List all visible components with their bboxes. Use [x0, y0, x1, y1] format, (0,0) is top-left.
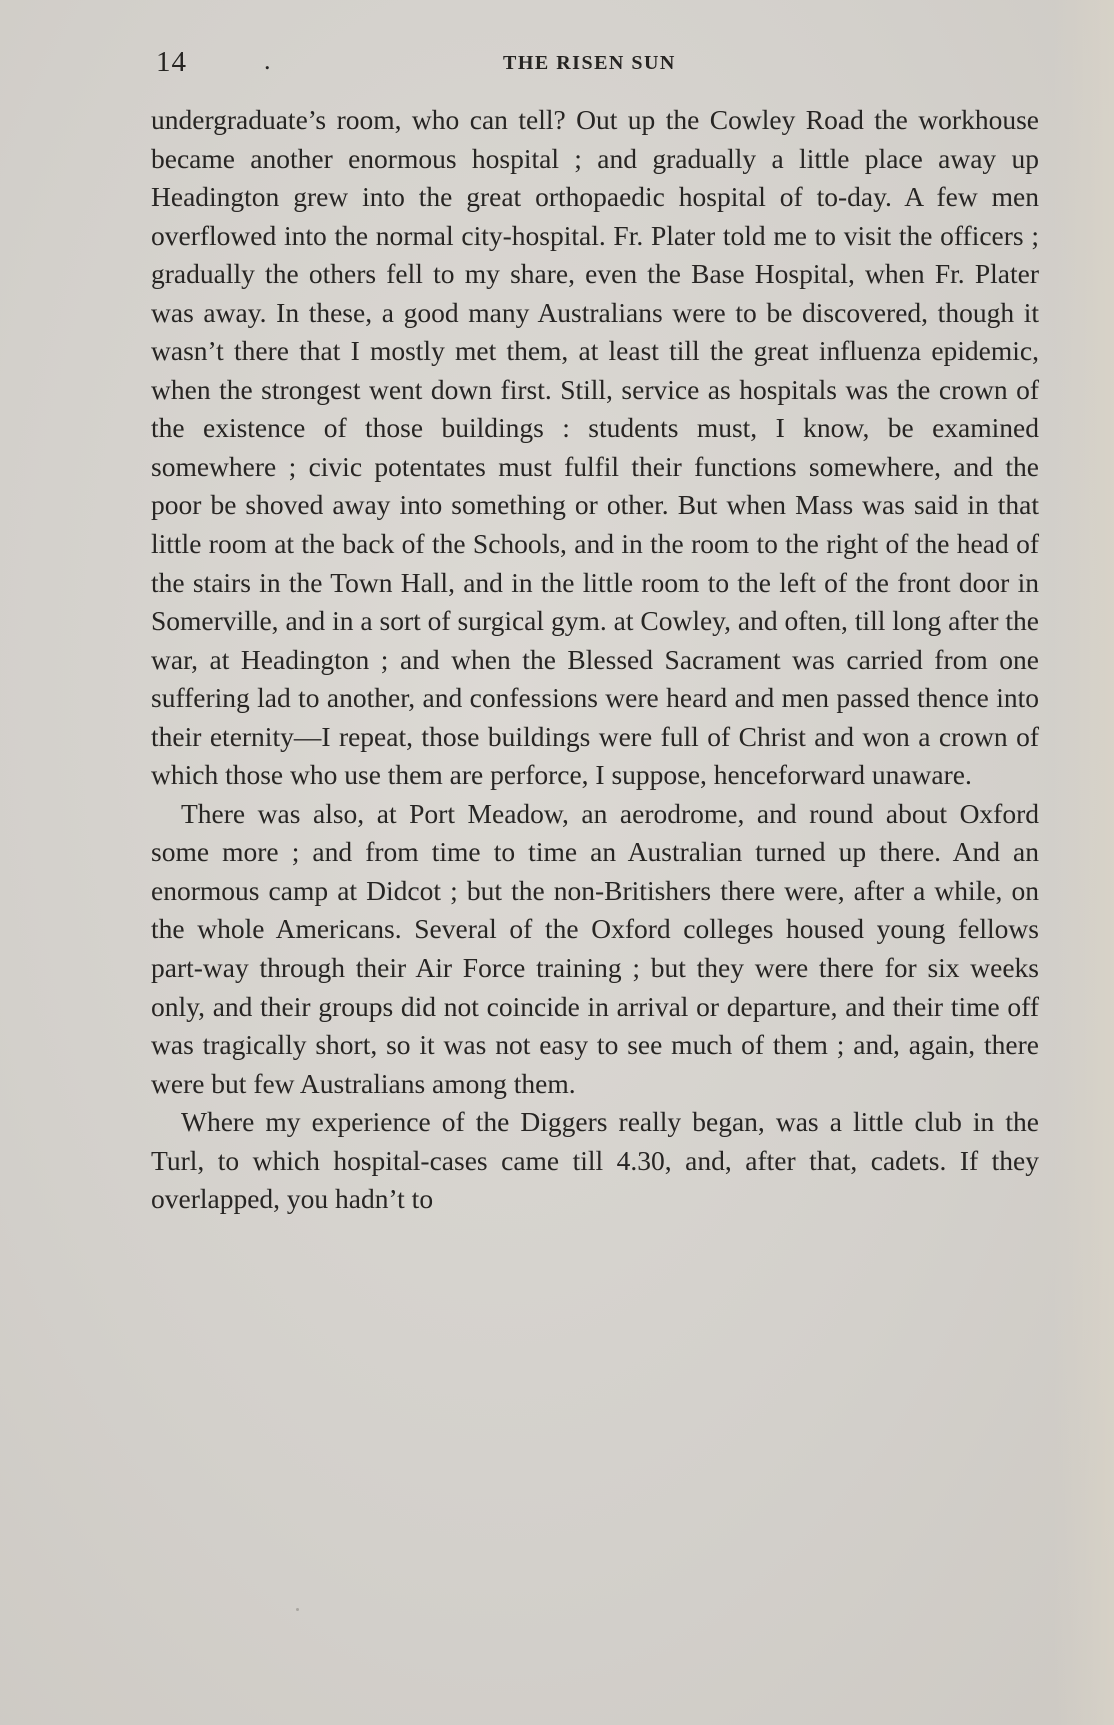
paper-speck	[296, 1608, 299, 1611]
page-edge-shading	[1054, 0, 1114, 1725]
paragraph: Where my experience of the Diggers really began, was a little club in the Turl, to which hospital-cases came till 4.30, and, after that, cadets. If they overlapped, you hadn’t to	[151, 1106, 1039, 1215]
body-text	[151, 101, 1039, 1219]
running-head	[148, 46, 1038, 86]
running-title: THE RISEN SUN	[503, 52, 676, 74]
page-number: 14	[156, 46, 187, 78]
paragraph-continued: undergraduate’s room, who can tell? Out up the Cowley Road the workhouse became another enormous hospital ; and gradually a little place away up Headington grew into the great orthopaedic hospital of to-day. A few men overflowed into the normal city-hospital. Fr. Plater told me to visit the officers ; gradually the others fell to my share, even the Base Hospital, when Fr. Plater was away. In these, a good many Australians were to be discovered, though it wasn’t there that I mostly met them, at least till the great influenza epidemic, when the strongest went down first. Still, service as hospitals was the crown of the existence of those buildings : students must, I know, be examined somewhere ; civic potentates must fulfil their functions somewhere, and the poor be shoved away into something or other. But when Mass was said in that little room at the back of the Schools, and in the room to the right of the head of the stairs in the Town Hall, and in the little room to the left of the front door in Somerville, and in a sort of surgical gym. at Cowley, and often, till long after the war, at Headington ; and when the Blessed Sacrament was carried from one suffering lad to another, and confessions were heard and men passed thence into their eternity—I repeat, those buildings were full of Christ and won a crown of which those who use them are perforce, I suppose, henceforward unaware.	[151, 104, 1039, 791]
paragraph: There was also, at Port Meadow, an aerodrome, and round about Oxford some more ; and from time to time an Australian turned up there. And an enormous camp at Didcot ; but the non-Britishers there were, after a while, on the whole Americans. Several of the Oxford colleges housed young fellows part-way through their Air Force training ; but they were there for six weeks only, and their groups did not coincide in arrival or departure, and their time off was tragically short, so it was not easy to see much of them ; and, again, there were but few Australians among them.	[151, 797, 1039, 1099]
header-separator: .	[264, 46, 271, 75]
